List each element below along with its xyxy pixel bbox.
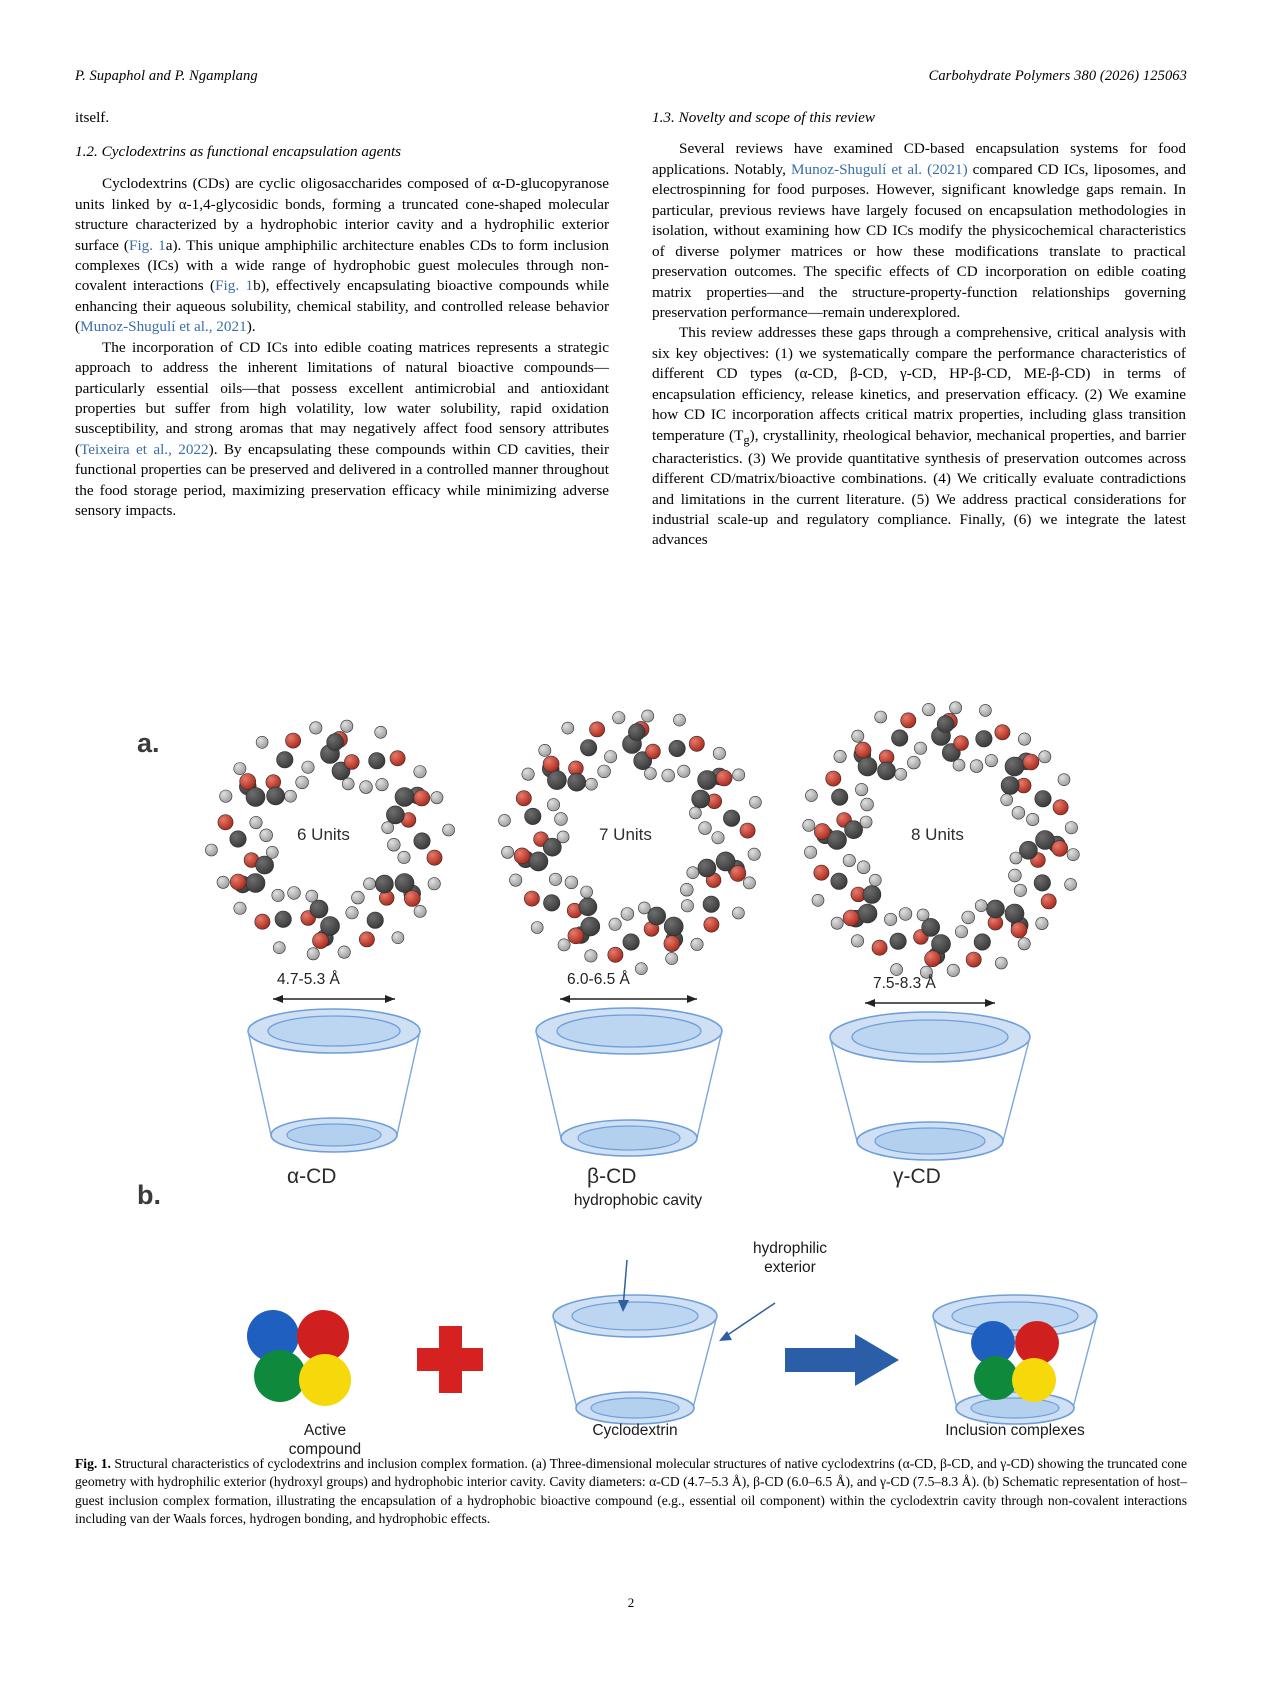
cone-gamma-cd — [830, 999, 1030, 1160]
transform-arrow-icon — [785, 1334, 899, 1386]
figure-caption-label: Fig. 1. — [75, 1456, 111, 1471]
text-run: Cyclodextrins (CDs) are cyclic oligosaccharides composed of α- — [102, 174, 506, 192]
figure-reference-1b[interactable]: Fig. 1 — [215, 277, 254, 295]
figure-reference-1a[interactable]: Fig. 1 — [129, 236, 166, 254]
text-run: ). By encapsulating these compounds within CD cavities, their functional properties can be preserved and delivered in a controlled manner throughout the food storage period, maximizing preservation efficacy while minimizing adverse sensory impacts. — [75, 440, 609, 520]
units-label-alpha: 6 Units — [297, 825, 350, 844]
header-authors: P. Supaphol and P. Ngamplang — [75, 68, 258, 84]
subscript-g: g — [743, 432, 750, 447]
running-head — [75, 68, 1187, 85]
plus-icon — [417, 1326, 483, 1393]
label-hydrophobic-cavity: hydrophobic cavity — [573, 1192, 703, 1209]
left-column — [75, 108, 609, 551]
text-run: b), effectively encapsulating bioactive compounds while enhancing their aqueous solubility, chemical stability, and controlled release behavior ( — [75, 277, 609, 336]
paragraph-ic-incorporation — [75, 338, 609, 522]
label-active-compound: Active compound — [288, 1422, 362, 1458]
cd-name-gamma: γ-CD — [893, 1165, 941, 1188]
citation-teixeira-2022[interactable]: Teixeira et al., 2022 — [80, 440, 209, 458]
cd-name-alpha: α-CD — [287, 1165, 337, 1188]
cone-alpha-cd — [248, 995, 420, 1152]
diameter-label-beta: 6.0-6.5 Å — [567, 971, 630, 988]
label-cyclodextrin: Cyclodextrin — [592, 1422, 678, 1439]
panel-a-label: a. — [137, 728, 160, 758]
cone-beta-cd — [536, 995, 722, 1156]
paragraph-previous-reviews — [652, 139, 1186, 323]
text-smallcaps-d: D — [505, 176, 516, 192]
panel-b-label: b. — [137, 1180, 161, 1210]
section-heading-1-2: 1.2. Cyclodextrins as functional encapsulation agents — [75, 143, 402, 161]
text-run: The incorporation of CD ICs into edible coating matrices represents a strategic approach to address the inherent limitations of natural bioactive compounds—particularly essential oils—that possess excellent antimicrobial and antioxidant properties but suffer from high volatility, low water solubility, rapid oxidation susceptibility, and strong aromas that may negatively affect food sensory attributes ( — [75, 338, 609, 458]
figure-caption-text: Structural characteristics of cyclodextrins and inclusion complex formation. (a) Three-dimensional molecular structures of native cyclodextrins (α-CD, β-CD, and γ-CD) showing the truncated cone geometry with hydrophilic exterior (hydroxyl groups) and hydrophobic interior cavity. Cavity diameters: α-CD (4.7–5.3 Å), β-CD (6.0–6.5 Å), and γ-CD (7.5–8.3 Å). (b) Schematic representation of host–guest inclusion complex formation, illustrating the encapsulation of a hydrophobic bioactive compound (e.g., essential oil component) within the cyclodextrin cavity through non-covalent interactions including van der Waals forces, hydrogen bonding, and hydrophobic effects. — [75, 1456, 1187, 1527]
paragraph-objectives — [652, 323, 1186, 550]
header-journal: Carbohydrate Polymers 380 (2026) 125063 — [928, 68, 1187, 84]
text-run: -glucopyranose units linked by α-1,4-glycosidic bonds, forming a truncated cone-shaped molecular structure characterized by a hydrophobic interior cavity and a hydrophilic exterior surface ( — [75, 174, 609, 254]
text-run: a). This unique amphiphilic architecture enables CDs to form inclusion complexes (ICs) with a wide range of hydrophobic guest molecules through non-covalent interactions ( — [75, 236, 609, 295]
diameter-label-alpha: 4.7-5.3 Å — [277, 971, 340, 988]
cd-name-beta: β-CD — [587, 1165, 637, 1188]
page-number: 2 — [627, 1595, 635, 1610]
figure-canvas — [75, 680, 1187, 1458]
label-inclusion-complexes: Inclusion complexes — [945, 1422, 1085, 1439]
figure-1 — [75, 680, 1187, 1458]
citation-munoz-shuguli-2021[interactable]: Munoz-Shugulí et al., 2021 — [80, 318, 247, 336]
text-run: This review addresses these gaps through a comprehensive, critical analysis with six key objectives: (1) we systematically compare the performance characteristics of different CD types (α-CD, β-CD, γ-CD, HP-β-CD, ME-β-CD) in terms of encapsulation efficiency, release kinetics, and preservation efficacy. (2) We examine how CD IC incorporation affects critical matrix properties, including glass transition temperature (T — [652, 324, 1186, 444]
units-label-beta: 7 Units — [599, 825, 652, 844]
citation-munoz-shuguli-2021-inline[interactable]: Munoz-Shugulí et al. (2021) — [790, 160, 968, 178]
text-run: compared CD ICs, liposomes, and electrospinning for food purposes. However, significant knowledge gaps remain. In particular, previous reviews have largely focused on encapsulation methodologies in isolation, without examining how CD ICs modify the physicochemical characteristics of diverse polymer matrices or how these modifications translate to practical preservation outcomes. The specific effects of CD incorporation on edible coating matrix properties—and the structure-property-function relationships governing preservation performance—remain underexplored. — [652, 160, 1186, 321]
cyclodextrin-cone — [553, 1260, 775, 1424]
panel-b-schematic — [75, 1208, 1187, 1438]
text-run: Several reviews have examined CD-based encapsulation systems for food applications. Notably, — [652, 140, 1186, 178]
diameter-label-gamma: 7.5-8.3 Å — [873, 975, 936, 992]
label-hydrophilic-exterior: hydrophilic exterior — [752, 1240, 828, 1276]
inclusion-complex-cone — [933, 1295, 1097, 1424]
section-heading-1-3: 1.3. Novelty and scope of this review — [652, 109, 875, 126]
active-compound-spheres — [247, 1310, 351, 1406]
text-run: ), crystallinity, rheological behavior, mechanical properties, and barrier characteristics. (3) We provide quantitative synthesis of preservation outcomes across different CD/matrix/bioactive combinations. (4) We critically evaluate contradictions and limitations in the current literature. (5) We address practical considerations for industrial scale-up and regulatory compliance. Finally, (6) we integrate the latest advances — [652, 426, 1186, 549]
text-run: ). — [246, 318, 256, 336]
orphan-line: itself. — [75, 109, 110, 126]
figure-caption — [75, 1455, 1187, 1529]
units-label-gamma: 8 Units — [911, 825, 964, 844]
paragraph-cyclodextrins-definition — [75, 174, 609, 338]
right-column — [652, 108, 1186, 551]
two-column-body — [75, 108, 1187, 551]
